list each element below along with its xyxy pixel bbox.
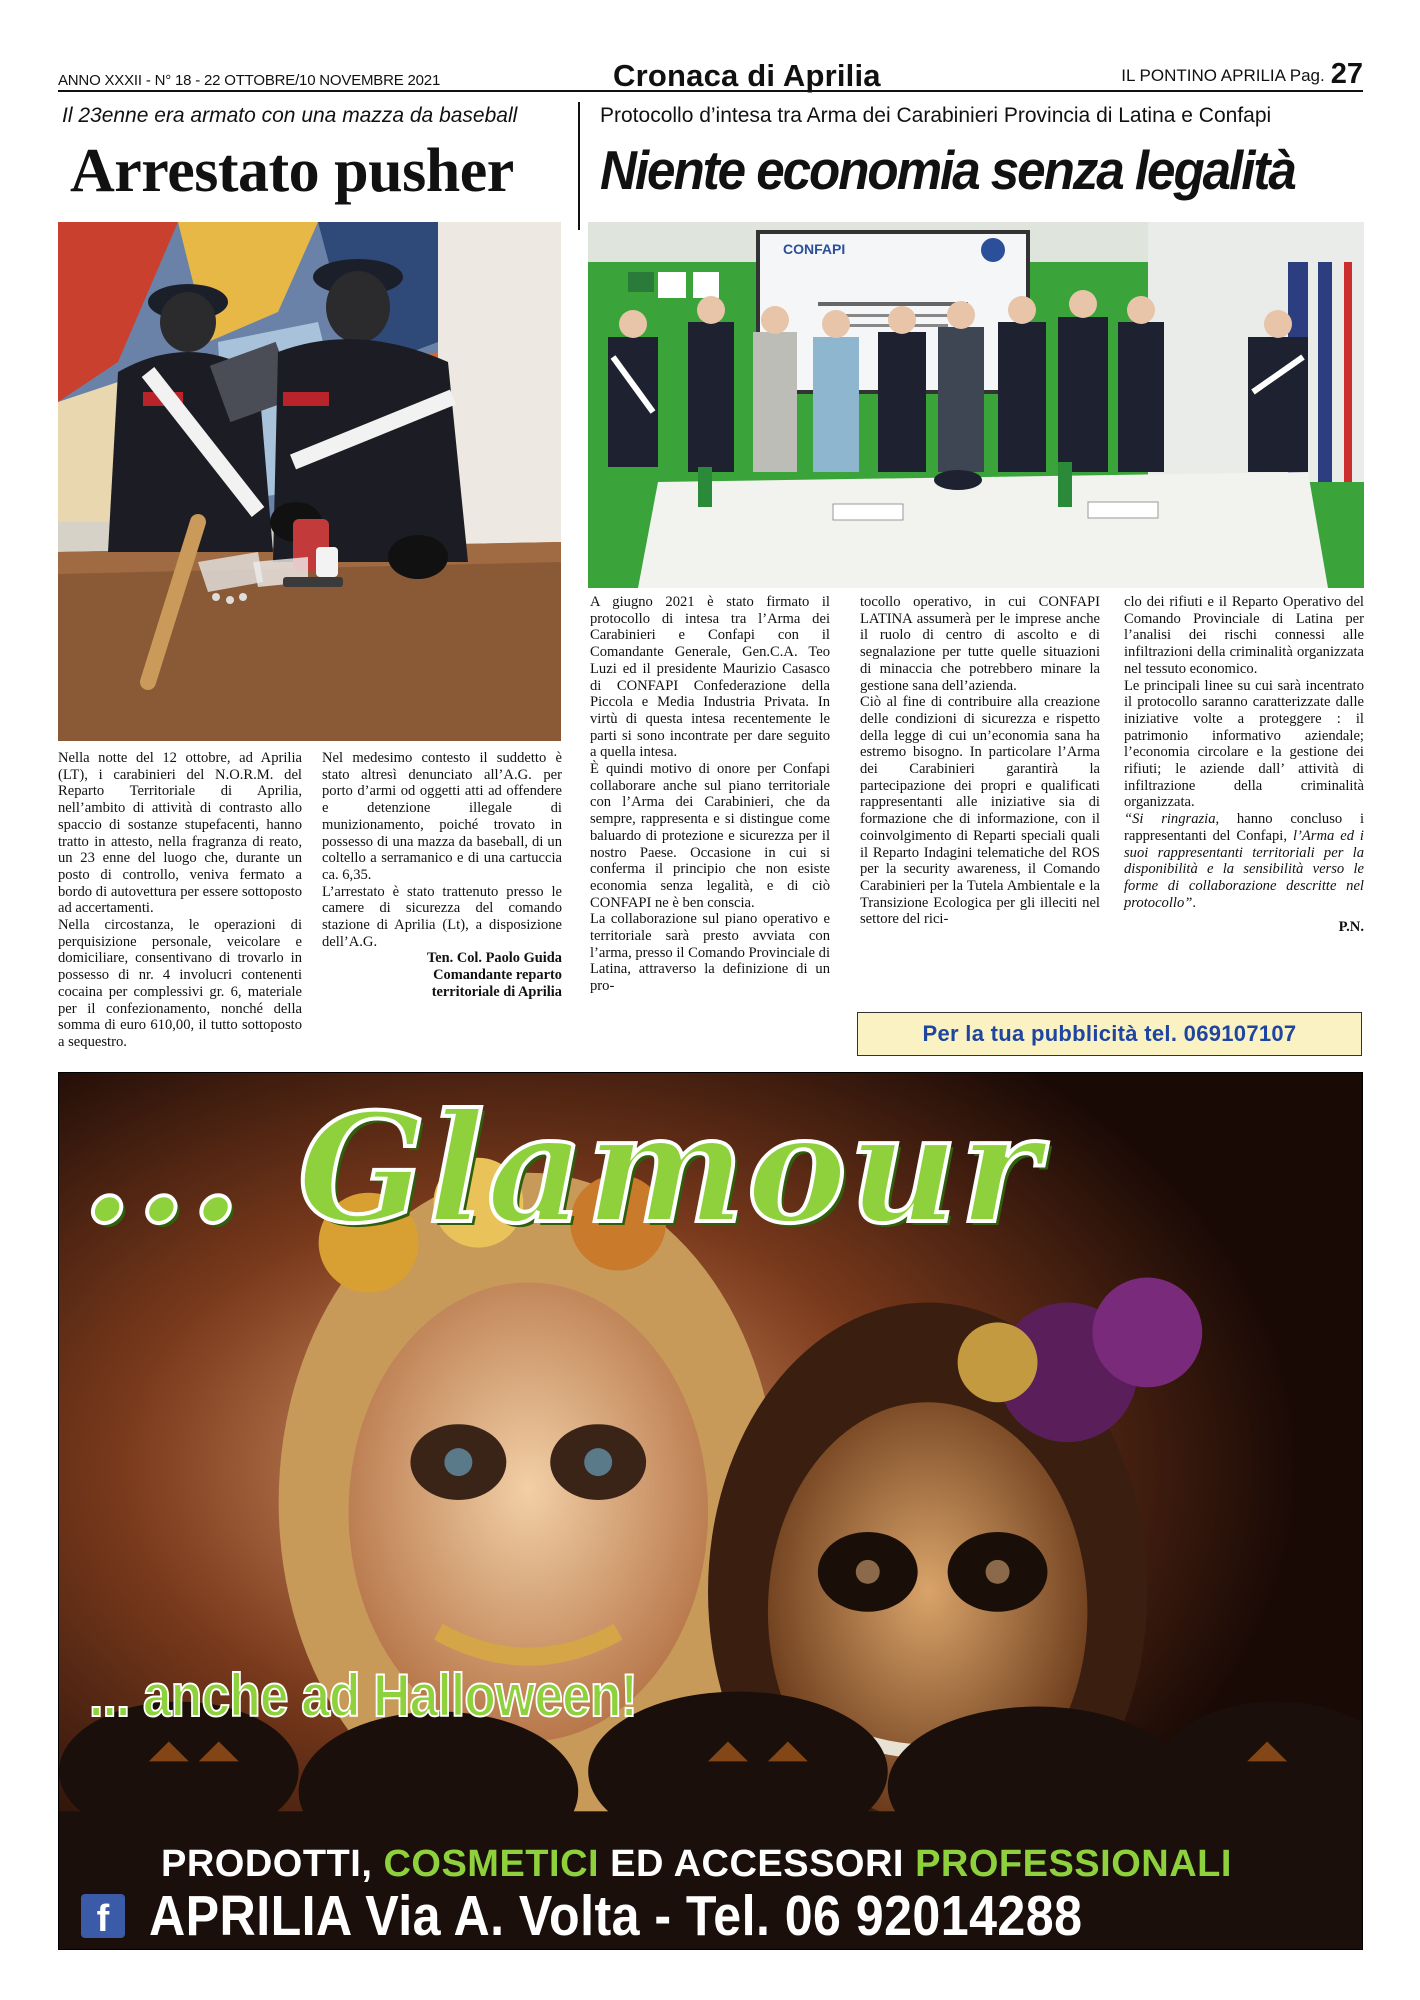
right-article-paragraph: Le principali linee su cui sarà incentrato il protocollo saranno caratterizzate dalle iniziative volte a proteggere : il patrimonio informativo aziendale; l’economia circolare e la gestione dei rifiuti; le aziende dall’ attività di infiltrazione della criminalità organizzata. (1124, 677, 1364, 811)
left-article-paragraph: Nella circostanza, le operazioni di perquisizione personale, veicolare e domiciliare, consentivano di trovarlo in possesso di nr. 4 involucri contenenti cocaina per complessivi gr. 6, materiale per il confezionamento, nonché della somma di euro 610,00, il tutto sottoposto a sequestro. (58, 917, 302, 1050)
right-article-column-2 (860, 594, 1100, 928)
left-article-column-2 (322, 750, 562, 1001)
advertising-contact-box: Per la tua pubblicità tel. 069107107 (857, 1012, 1362, 1056)
left-article-paragraph: Nella notte del 12 ottobre, ad Aprilia (LT), i carabinieri del N.O.R.M. del Reparto Territoriale di Aprilia, nell’ambito di attività di contrasto allo spaccio di sostanze stupefacenti, hanno tratto in attesto, nella fragranza di reato, un 23 enne del luogo che, durante un posto di controllo, veniva fermato a bordo di autovettura per essere sottoposto ad accertamenti. (58, 750, 302, 917)
products-text: PRODOTTI, (161, 1843, 384, 1885)
closing-normal: , hanno concluso i rappresentanti del Confapi, (1124, 811, 1364, 844)
closing-quote-start: “Si ringrazia (1124, 811, 1216, 828)
closing-end: . (1192, 894, 1197, 911)
right-article-paragraph: clo dei rifiuti e il Reparto Operativo del Comando Provinciale di Latina per l’analisi dei rischi connessi alle infiltrazioni della criminalità organizzata nel tessuto economico. (1124, 594, 1364, 677)
right-article-paragraph: A giugno 2021 è stato firmato il protocollo di intesa tra l’Arma dei Carabinieri e Confapi con il Comandante Generale, Gen.C.A. Teo Luzi ed il presidente Maurizio Casasco di CONFAPI Confederazione della Piccola e Media Industria Privata. In virtù di questa intesa recentemente le parti si sono incontrate per dare seguito a quella intesa. (590, 594, 830, 761)
column-divider (578, 102, 580, 230)
ad-address: APRILIA Via A. Volta - Tel. 06 92014288 (149, 1884, 1083, 1948)
publication-name: IL PONTINO APRILIA Pag. (1121, 66, 1325, 85)
right-article-column-1 (590, 594, 830, 995)
right-article-title: Niente economia senza legalità (600, 139, 1295, 201)
right-article-paragraph: Ciò al fine di contribuire alla creazione delle condizioni di sicurezza e rispetto della legge di cui un’economia sana ha estremo bisogno. In particolare l’Arma dei Carabinieri garantirà la partecipazione dei propri e qualificati rappresentanti alle iniziative sia di formazione che di informazione, con il coinvolgimento di Reparti speciali quali il Reparto Indagini telematiche del ROS per la security awareness, il Comando Carabinieri per la Tutela Ambientale e la Transizione Ecologica per gli illeciti nel settore del rici- (860, 694, 1100, 928)
left-article-column-1 (58, 750, 302, 1051)
products-text: PROFESSIONALI (915, 1843, 1232, 1885)
ad-subline: ... anche ad Halloween! (89, 1662, 637, 1729)
ad-headline: ... Glamour (81, 1081, 1042, 1257)
right-article-closing (1124, 811, 1364, 911)
signature-line: Comandante reparto (433, 967, 562, 984)
page-header (58, 58, 1363, 92)
left-article-kicker: Il 23enne era armato con una mazza da baseball (62, 104, 518, 127)
right-article-paragraph: La collaborazione sul piano operativo e territoriale sarà presto avviata con l’arma, presso il Comando Provinciale di Latina, attraverso la definizione di un pro- (590, 911, 830, 995)
page-number: 27 (1330, 58, 1363, 90)
publication-info (1121, 58, 1363, 91)
left-article-paragraph: Nel medesimo contesto il suddetto è stato altresì denunciato all’A.G. per porto d’armi od oggetti atti ad offendere e detenzione illegale di munizionamento, poiché trovato in possesso di una mazza da baseball, di un coltello a serramanico e di una cartuccia ca. 6,35. (322, 750, 562, 883)
glamour-advertisement (58, 1072, 1363, 1950)
right-article-paragraph: È quindi motivo di onore per Confapi collaborare anche sul piano territoriale con l’Arma dei Carabinieri, che da sempre, rappresenta e si distingue come baluardo di protezione e sicurezza per il nostro Paese. Occasione in cui si conferma il principio che non esiste economia senza legalità, e di ciò CONFAPI ne è ben conscia. (590, 761, 830, 911)
products-text: COSMETICI (383, 1843, 600, 1885)
carabinieri-photo (58, 222, 561, 741)
right-article-author: P.N. (1338, 919, 1364, 936)
right-article-kicker: Protocollo d’intesa tra Arma dei Carabinieri Provincia di Latina e Confapi (600, 104, 1272, 127)
products-text: ED ACCESSORI (599, 1843, 916, 1885)
right-article-column-3 (1124, 594, 1364, 936)
signature-line: Ten. Col. Paolo Guida (426, 950, 562, 967)
signature-line: territoriale di Aprilia (431, 983, 562, 1000)
left-article-paragraph: L’arrestato è stato trattenuto presso le camere di sicurezza del comando stazione di Aprilia (Lt), a disposizione dell’A.G. (322, 883, 562, 950)
ad-products-line (161, 1843, 1232, 1886)
section-title: Cronaca di Aprilia (613, 58, 881, 93)
issue-info: ANNO XXXII - N° 18 - 22 OTTOBRE/10 NOVEMBRE 2021 (58, 72, 441, 89)
closing-italic: l’Arma ed i suoi rappresentanti territoriali per la disponibilità e la sensibilità verso le forme di collaborazione descritte nel protocollo” (1124, 827, 1364, 911)
left-article-signature (322, 950, 562, 1000)
confapi-meeting-photo (588, 222, 1364, 588)
facebook-icon[interactable]: f (81, 1894, 125, 1938)
left-article-title: Arrestato pusher (70, 137, 514, 205)
screen-brand: CONFAPI (783, 241, 846, 257)
right-article-paragraph: tocollo operativo, in cui CONFAPI LATINA assumerà per le imprese anche il ruolo di centro di ascolto e di segnalazione per tutte quelle situazioni di minaccia che potrebbero minare la gestione sana dell’azienda. (860, 594, 1100, 694)
